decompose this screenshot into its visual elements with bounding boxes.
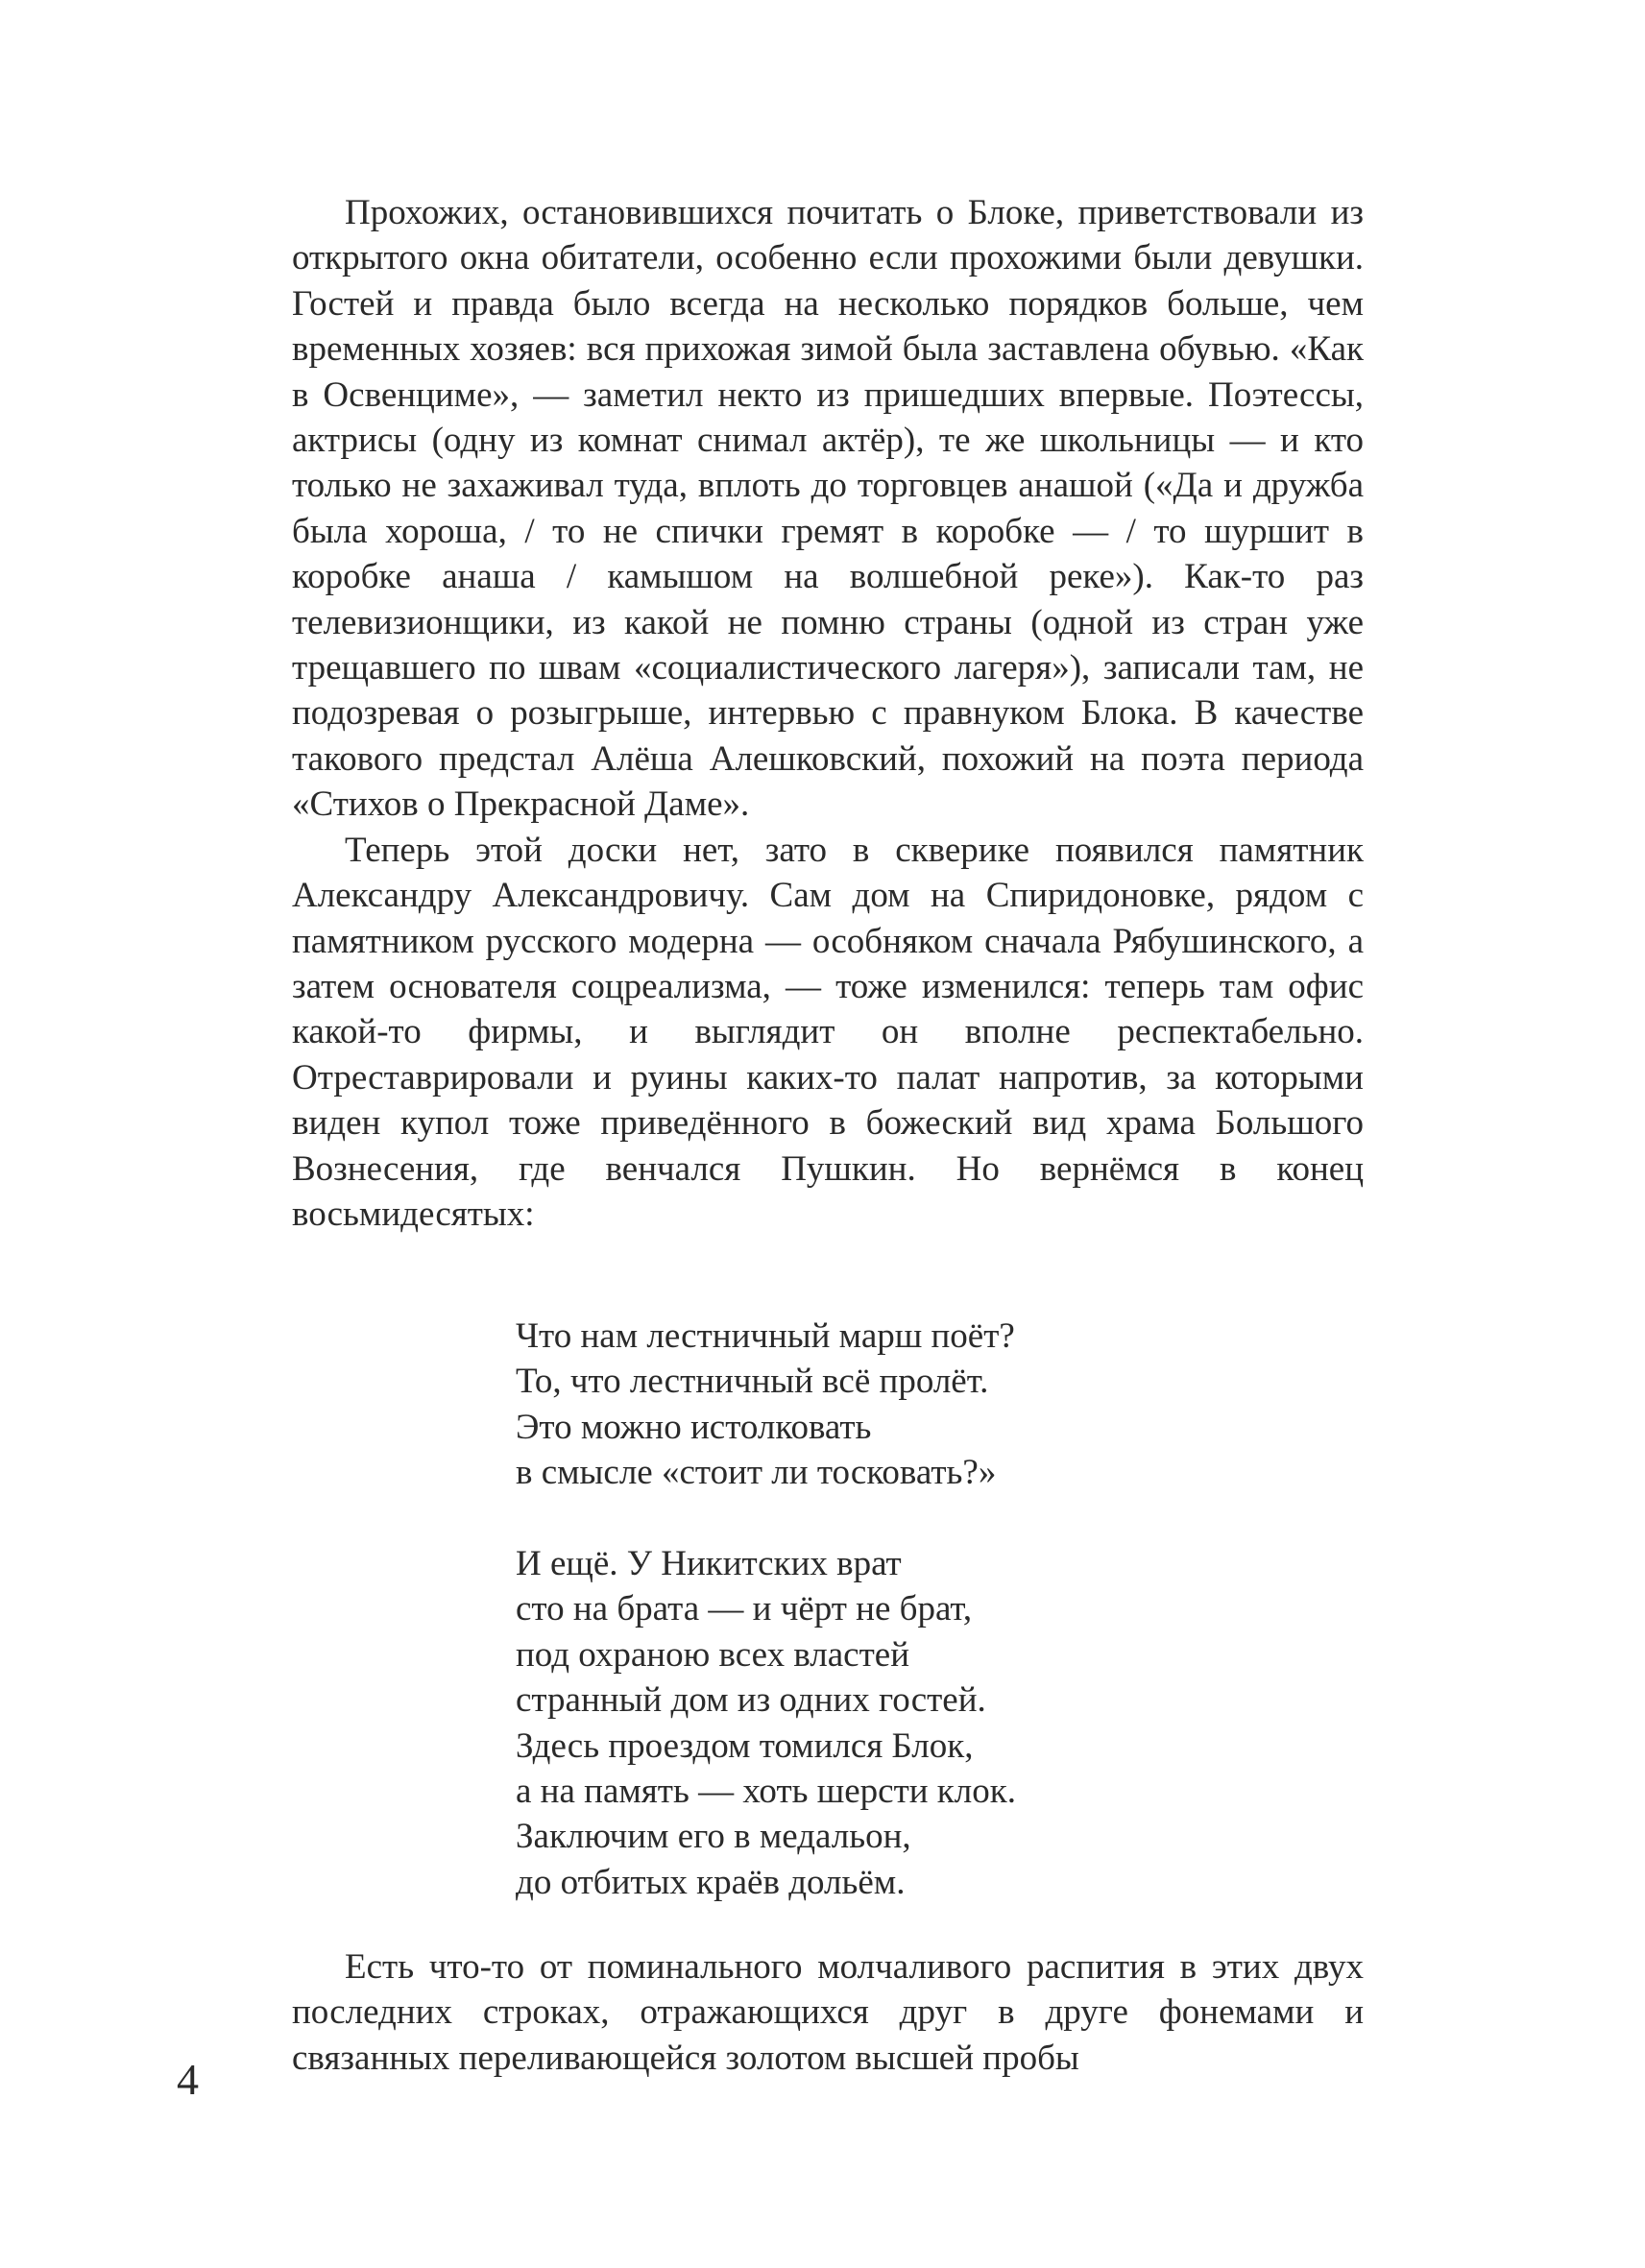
poem-stanza-1 — [516, 1314, 1016, 1496]
stanza-gap — [516, 1496, 1016, 1541]
poem-line: странный дом из одних гостей. — [516, 1680, 986, 1721]
poem — [516, 1314, 1016, 1905]
page-number: 4 — [177, 2055, 199, 2104]
body-text-top — [292, 190, 1364, 1237]
paragraph-monument: Теперь этой доски нет, зато в скверике появился памятник Александру Александровичу. Сам дом на Спиридоновке, рядом с памятником русского модерна — особняком сначала Рябушинского, а затем основателя соцреализма, — тоже изменился: теперь там офис какой-то фирмы, и выглядит он вполне респектабельно. Отреставрировали и руины каких-то палат напротив, за которыми виден купол тоже приведённого в божеский вид храма Большого Вознесения, где венчался Пушкин. Но вернёмся в конец восьмидесятых: — [292, 830, 1364, 1234]
poem-line: И ещё. У Никитских врат — [516, 1544, 902, 1584]
paragraph-commentary: Есть что-то от поминального молчаливого распития в этих двух последних строках, отражающихся друг в друге фонемами и связанных переливающейся золотом высшей пробы — [292, 1947, 1364, 2078]
poem-line: Что нам лестничный марш поёт? — [516, 1316, 1015, 1356]
poem-line: а на память — хоть шерсти клок. — [516, 1772, 1016, 1812]
poem-line: Здесь проездом томился Блок, — [516, 1725, 974, 1766]
poem-line: до отбитых краёв дольём. — [516, 1862, 906, 1902]
poem-line: Заключим его в медальон, — [516, 1817, 911, 1857]
body-text-bottom — [292, 1944, 1364, 2081]
poem-line: Это можно истолковать — [516, 1407, 872, 1447]
poem-line: под охраною всех властей — [516, 1634, 909, 1675]
poem-line: сто на брата — и чёрт не брат, — [516, 1589, 973, 1629]
poem-stanza-2 — [516, 1541, 1016, 1905]
paragraph-guests: Прохожих, остановившихся почитать о Блоке, приветствовали из открытого окна обитатели, особенно если прохожими были девушки. Гостей и правда было всегда на несколько порядков больше, чем временных хозяев: вся прихожая зимой была заставлена обувью. «Как в Освенциме», — заметил некто из пришедших впервые. Поэтессы, актрисы (одну из комнат снимал актёр), те же школьницы — и кто только не захаживал туда, вплоть до торговцев анашой («Да и дружба была хороша, / то не спички гремят в коробке — / то шуршит в коробке анаша / камышом на волшебной реке»). Как-то раз телевизионщики, из какой не помню страны (одной из стран уже трещавшего по швам «социалистического лагеря»), записали там, не подозревая о розыгрыше, интервью с правнуком Блока. В качестве такового предстал Алёша Алешковский, похожий на поэта периода «Стихов о Прекрасной Даме». — [292, 193, 1364, 825]
poem-line: То, что лестничный всё пролёт. — [516, 1362, 989, 1402]
poem-line: в смысле «стоит ли тосковать?» — [516, 1453, 997, 1493]
